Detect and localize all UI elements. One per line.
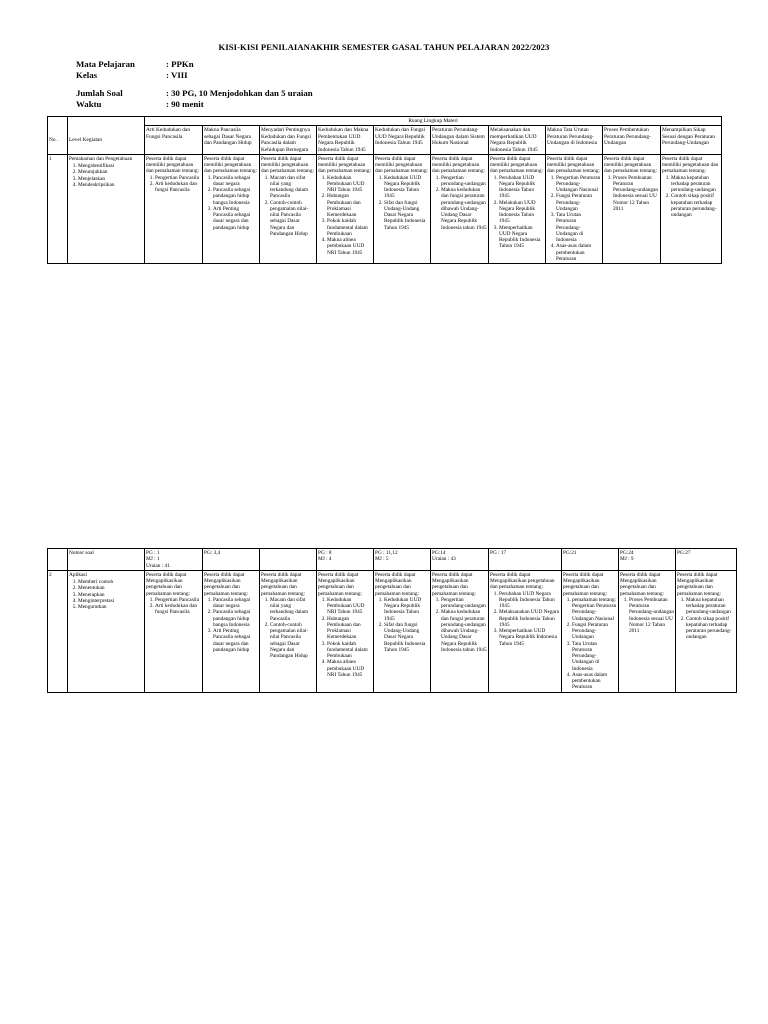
indicator-intro: Peserta didik dapat memiliki pengetahuan dan pemahaman tentang: — [432, 155, 485, 175]
level-cell — [68, 570, 145, 692]
level-list — [69, 163, 143, 188]
indicator-item: 1. Pancasila sebagai dasar negara — [213, 597, 258, 610]
indicator-item: 2. Contoh-contoh pengamalan nilai-nilai Pancasila sebagai Dasar Negara dan Pandangan Hidup — [270, 200, 315, 238]
meta-label: Waktu — [76, 99, 102, 109]
question-number: PG : 11,12 — [375, 550, 398, 556]
indicator-cell — [661, 154, 722, 263]
level-list — [69, 579, 143, 610]
indicator-item: 1. Proses Pembuatan Peraturan Perundang-undangan Indonesia sesuai UU Nomor 12 Tahun 2011 — [613, 175, 659, 213]
meta-label: Mata Pelajaran — [76, 59, 135, 69]
level-item: 4. Mendeskripsikan — [78, 182, 143, 188]
grid-table-understanding — [47, 116, 722, 264]
material-header: Proses Pembentukan Peraturan Perundang-Undangan — [603, 126, 661, 155]
indicator-intro: Peserta didik dapat memiliki pengetahuan dan pemahaman tentang: — [204, 155, 257, 175]
indicator-cell — [145, 154, 203, 263]
indicator-item: 1. Pengertian Peraturan Perundang-Undangan Nasional — [556, 175, 601, 194]
indicator-item: 3. Arti Penting Pancasila sebagai dasar negara dan pandangan hidup — [213, 628, 258, 653]
indicator-cell — [203, 570, 260, 692]
question-number-cell — [260, 549, 317, 571]
question-number: PG:24 — [620, 550, 634, 556]
indicator-list — [146, 597, 201, 616]
indicator-list — [547, 175, 601, 263]
indicator-cell — [431, 154, 489, 263]
indicator-intro: Peserta didik dapat memiliki pengetahuan dan pemahaman tentang: — [662, 155, 719, 175]
indicator-item: 2. Contoh-contoh pengamalan nilai-nilai Pancasila sebagai Dasar Negara dan Pandangan Hidup — [270, 622, 315, 660]
indicator-cell — [145, 570, 203, 692]
question-number-cell — [374, 549, 431, 571]
material-header: Makna Tata Urutan Peraturan Perundang-Undangan di Indonesia — [546, 126, 603, 155]
indicator-list — [432, 175, 487, 231]
indicator-list — [490, 591, 560, 647]
indicator-cell — [676, 570, 737, 692]
indicator-item: 4. Makna alinea pembukaan UUD NRI Tahun 1945 — [327, 659, 372, 678]
question-number-cell — [317, 549, 374, 571]
indicator-item: 1. Perubahan UUD Negara Republik Indonesia Tahun 1945 — [499, 175, 544, 200]
indicator-item: 1. Kedudukan UUD Negara Republik Indonesia Tahun 1945 — [384, 597, 429, 622]
question-number: MJ : 9 — [620, 556, 634, 563]
indicator-item: 1. Pengertian Pancasila — [155, 597, 201, 603]
indicator-item: 3. Memperhatikan UUD Negara Republik Indonesia Tahun 1945 — [499, 628, 560, 647]
material-header: Melaksanakan dan memperhatikan UUD Negara Republik Indonesia Tahun 1945 — [489, 126, 546, 155]
level-title: Aplikasi — [69, 571, 87, 578]
indicator-item: 1. Makna kepatuhan terhadap peraturan perundang-undangan — [671, 175, 720, 194]
level-item: 2. Menentukan — [78, 585, 143, 591]
level-item: 4. Menginterpretasi — [78, 598, 143, 604]
indicator-cell — [546, 154, 603, 263]
row-number: 2 — [48, 570, 68, 692]
level-cell — [68, 154, 145, 263]
question-number-cell — [619, 549, 676, 571]
question-number: PG : 8 — [318, 550, 332, 556]
indicator-item: 1. Perubahan UUD Negara Republik Indonesia Tahun 1945 — [499, 591, 560, 610]
indicator-list — [677, 597, 735, 641]
meta-value: : 30 PG, 10 Menjodohkan dan 5 uraian — [166, 88, 313, 98]
indicator-item: 4. Asas-asas dalam pembentukan Peraturan — [572, 672, 617, 691]
page-title: KISI-KISI PENILAIANAKHIR SEMESTER GASAL TAHUN PELAJARAN 2022/2023 — [218, 42, 550, 52]
question-number-cell — [676, 549, 737, 571]
indicator-cell — [203, 154, 260, 263]
indicator-list — [261, 597, 315, 660]
indicator-item: 2. Makna kedudukan dan fungsi peraturan perundang-undangan dibawah Undang-Undang Dasar Negara Republik Indonesia tahun 1945 — [441, 187, 487, 231]
indicator-intro: Peserta didik dapat memiliki pengetahuan dan pemahaman tentang: — [146, 155, 199, 175]
material-header: Peraturan Perundang-Undangan dalam Sistem Hukum Nasional — [431, 126, 489, 155]
level-item: 1. Mengidentifikasi — [78, 163, 143, 169]
indicator-list — [490, 175, 544, 250]
indicator-item: 2. Pancasila sebagai pandangan hidup bangsa Indonesia — [213, 609, 258, 628]
question-number: PG:21 — [563, 550, 577, 556]
empty-cell — [48, 549, 68, 571]
indicator-item: 3. Tata Urutan Peraturan Perundang-Undangan di Indonesia — [572, 641, 617, 672]
indicator-item: 2. Fungsi Peraturan Perundang-Undangan — [572, 622, 617, 641]
indicator-item: 3. Pokok kaidah fundamental dalam Pembukaan — [327, 641, 372, 660]
row-number: 1 — [48, 154, 68, 263]
indicator-intro: Peserta didik dapat Mengaplikasikan pengetahuan dan pemahaman tentang: — [146, 571, 190, 597]
question-number-cell — [562, 549, 619, 571]
indicator-cell — [562, 570, 619, 692]
indicator-item: 2. Melakukan UUD Negara Republik Indonesia Tahun 1945 — [499, 200, 544, 225]
question-number: PG: 3,4 — [204, 550, 221, 556]
indicator-item: 1. Pengertian perundang-undangan — [441, 597, 487, 610]
level-item: 3. Menjelaskan — [78, 176, 143, 182]
indicator-list — [375, 597, 429, 653]
indicator-item: 1. Pancasila sebagai dasar negara — [213, 175, 258, 188]
indicator-item: 1. Macam dan sifat nilai yang terkandung dalam Pancasila — [270, 597, 315, 622]
indicator-intro: Peserta didik dapat Mengaplikasikan pengetahuan dan pemahaman tentang: — [677, 571, 721, 597]
indicator-item: 1. Proses Pembuatan Peraturan Perundang-undangan Indonesia sesuai UU Nomor 12 Tahun 2011 — [629, 597, 674, 635]
meta-label: Jumlah Soal — [76, 88, 123, 98]
indicator-intro: Peserta didik dapat memiliki pengetahuan dan pemahaman tentang: — [604, 155, 657, 175]
indicator-list — [318, 175, 372, 256]
question-number-cell — [145, 549, 203, 571]
question-number-row — [48, 549, 737, 571]
indicator-item: 2. Makna kedudukan dan fungsi peraturan perundang-undangan dibawah Undang-Undang Dasar Negara Republik Indonesia tahun 1945 — [441, 609, 487, 653]
indicator-item: 2. Contoh sikap positif kepatuhan terhadap peraturan perundang-undangan — [686, 616, 735, 641]
column-header-no: No . — [48, 117, 68, 155]
material-header: Arti Kedudukan dan Fungsi Pancasila — [145, 126, 203, 155]
indicator-list — [563, 597, 617, 691]
question-number: PG:27 — [677, 550, 691, 556]
material-header: Makna Pancasila sebagai Dasar Negara dan Pandangan Hidup — [203, 126, 260, 155]
indicator-list — [204, 597, 258, 653]
indicator-item: 2. Contoh sikap positif kepatuhan terhadap peraturan perundang-undangan — [671, 193, 720, 218]
indicator-item: 2. Pancasila sebagai pandangan hidup bangsa Indonesia — [213, 187, 258, 206]
indicator-list — [604, 175, 659, 213]
indicator-item: 4. Makna alinea pembukaan UUD NRI Tahun 1945 — [327, 237, 372, 256]
meta-value: : 90 menit — [166, 99, 204, 109]
indicator-item: 3. Pokok kaidah fundamental dalam Pembukaan — [327, 218, 372, 237]
question-number: Uraian : 41 — [146, 562, 170, 569]
meta-value: : PPKn — [166, 59, 194, 69]
indicator-item: 1. Makna kepatuhan terhadap peraturan perundang-undangan — [686, 597, 735, 616]
indicator-intro: Peserta didik dapat Mengaplikasikan pengetahuan dan pemahaman tentang: — [620, 571, 664, 597]
indicator-intro: Peserta didik dapat Mengaplikasikan pengetahuan dan pemahaman tentang: — [490, 571, 555, 591]
indicator-item: 2. Melaksanakan UUD Negara Republik Indonesia Tahun 1945 — [499, 609, 560, 628]
scope-header: Ruang Lingkup Materi — [145, 117, 722, 126]
question-number-cell — [489, 549, 562, 571]
indicator-intro: Peserta didik dapat memiliki pengetahuan dan pemahaman tentang: — [375, 155, 428, 175]
indicator-item: 1. Kedudukan UUD Negara Republik Indonesia Tahun 1945 — [384, 175, 429, 200]
indicator-item: 2. Fungsi Peraturan Perundang-Undangan — [556, 193, 601, 212]
indicator-cell — [260, 570, 317, 692]
question-number-cell — [203, 549, 260, 571]
indicator-intro: Peserta didik dapat memiliki pengetahuan dan pemahaman tentang: — [261, 155, 314, 175]
indicator-item: 2. Hubungan Pembukaan dan Proklamasi Kemerdekaan — [327, 616, 372, 641]
indicator-list — [318, 597, 372, 678]
indicator-intro: Peserta didik dapat memiliki pengetahuan dan pemahaman tentang: — [490, 155, 543, 175]
question-number-label: Nomor soal — [68, 549, 145, 571]
indicator-cell — [374, 570, 431, 692]
indicator-item: 2. Arti kedudukan dan fungsi Pancasila — [155, 603, 201, 616]
indicator-item: 1. Kedudukan Pembukaan UUD NRI Tahun 1945 — [327, 597, 372, 616]
indicator-item: 1. Pengertian perundang-undangan — [441, 175, 487, 188]
indicator-item: 1. Pengertian Pancasila — [155, 175, 201, 181]
indicator-item: 2. Arti kedudukan dan fungsi Pancasila — [155, 181, 201, 194]
indicator-intro: Peserta didik dapat Mengaplikasikan pengetahuan dan pemahaman tentang: — [563, 571, 607, 597]
meta-label: Kelas — [76, 70, 98, 80]
indicator-intro: Peserta didik dapat Mengaplikasikan pengetahuan dan pemahaman tentang: — [204, 571, 248, 597]
table-row — [48, 154, 722, 263]
material-header: Kedudukan dan Makna Pembentukan UUD Negara Republik Indonesia Tahun 1945 — [317, 126, 374, 155]
level-item: 3. Menerapkan — [78, 592, 143, 598]
material-header-row — [48, 126, 722, 155]
indicator-cell — [603, 154, 661, 263]
scope-header-row — [48, 117, 722, 126]
material-header: Menampilkan Sikap Sesuai dengan Peraturan Perundang-Undangan — [661, 126, 722, 155]
question-number: MJ : 4 — [318, 556, 332, 563]
indicator-list — [432, 597, 487, 653]
column-header-level: Level Kegiatan — [68, 117, 145, 155]
level-item: 2. Menunjukkan — [78, 169, 143, 175]
indicator-intro: Peserta didik dapat Mengaplikasikan pengetahuan dan pemahaman tentang: — [261, 571, 305, 597]
indicator-cell — [317, 570, 374, 692]
indicator-item: 1. Kedudukan Pembukaan UUD NRI Tahun 1945 — [327, 175, 372, 194]
indicator-intro: Peserta didik dapat Mengaplikasikan pengetahuan dan pemahaman tentang: — [318, 571, 362, 597]
indicator-list — [204, 175, 258, 231]
indicator-cell — [619, 570, 676, 692]
indicator-cell — [260, 154, 317, 263]
level-item: 5. Mengurutkan — [78, 604, 143, 610]
question-number: PG:14 — [432, 550, 446, 556]
indicator-intro: Peserta didik dapat memiliki pengetahuan dan pemahaman tentang: — [318, 155, 371, 175]
question-number: MJ : 1 — [146, 556, 160, 563]
question-number: PG : 1 — [146, 550, 160, 556]
table-row — [48, 570, 737, 692]
question-number-cell — [431, 549, 489, 571]
question-number: Uraian : 43 — [432, 556, 456, 563]
indicator-item: 2. Sifat dan fungsi Undang-Undang Dasar Negara Republik Indonesia Tahun 1945 — [384, 200, 429, 231]
indicator-item: 1. pemahaman tentang: Pengertian Peraturan Perundang-Undangan Nasional — [572, 597, 617, 622]
indicator-item: 4. Asas-asas dalam pembentukan Peraturan — [556, 243, 601, 262]
indicator-item: 3. Arti Penting Pancasila sebagai dasar negara dan pandangan hidup — [213, 206, 258, 231]
indicator-intro: Peserta didik dapat memiliki pengetahuan dan pemahaman tentang: — [547, 155, 600, 175]
question-number: MJ : 5 — [375, 556, 389, 563]
indicator-cell — [317, 154, 374, 263]
level-title: Pemahaman dan Pengetahuan — [69, 155, 133, 162]
level-item: 1. Memberi contoh — [78, 579, 143, 585]
indicator-list — [620, 597, 674, 635]
indicator-cell — [489, 570, 562, 692]
indicator-list — [375, 175, 429, 231]
indicator-list — [261, 175, 315, 238]
question-number: PG : 17 — [490, 550, 507, 556]
meta-value: : VIII — [166, 70, 188, 80]
indicator-item: 2. Hubungan Pembukaan dan Proklamasi Kemerdekaan — [327, 193, 372, 218]
indicator-list — [662, 175, 720, 219]
material-header: Kedudukan dan Fungsi UUD Negara Republik Indonesia Tahun 1945 — [374, 126, 431, 155]
indicator-intro: Peserta didik dapat Mengaplikasikan pengetahuan dan pemahaman tentang: — [432, 571, 476, 597]
indicator-cell — [374, 154, 431, 263]
indicator-item: 2. Sifat dan fungsi Undang-Undang Dasar Negara Republik Indonesia Tahun 1945 — [384, 622, 429, 653]
indicator-item: 3. Tata Urutan Peraturan Perundang-Undangan di Indonesia — [556, 212, 601, 243]
material-header: Menyadari Pentingnya Kedudukan dan Fungsi Pancasila dalam Kehidupan Bernegara — [260, 126, 317, 155]
grid-table-application — [47, 548, 737, 693]
indicator-cell — [431, 570, 489, 692]
indicator-item: 1. Macam dan sifat nilai yang terkandung dalam Pancasila — [270, 175, 315, 200]
indicator-item: 3. Memperhatikan UUD Negara Republik Indonesia Tahun 1945 — [499, 225, 544, 250]
indicator-intro: Peserta didik dapat Mengaplikasikan pengetahuan dan pemahaman tentang: — [375, 571, 419, 597]
indicator-cell — [489, 154, 546, 263]
indicator-list — [146, 175, 201, 194]
